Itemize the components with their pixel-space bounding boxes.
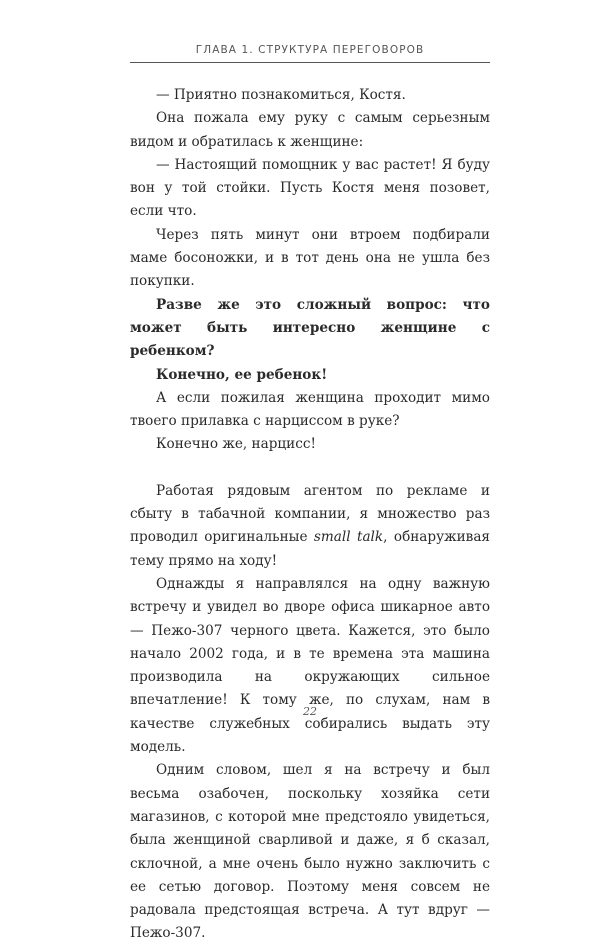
paragraph-8: Конечно же, нарцисс! bbox=[156, 436, 316, 453]
paragraph-5 bbox=[130, 294, 490, 364]
paragraph-1: — Приятно познакомиться, Костя. bbox=[156, 87, 406, 103]
paragraph-6-answer: Конечно, ее ребенок! bbox=[156, 366, 328, 383]
header-rule bbox=[130, 62, 490, 63]
section-gap bbox=[130, 457, 490, 480]
paragraph-9-start: Работая рядовым агентом по рекламе и сбыту в табачной компании, я множество раз проводил оригинальные bbox=[130, 482, 490, 546]
paragraph-9 bbox=[130, 480, 490, 573]
paragraph-9-emphasis: small talk bbox=[313, 529, 384, 546]
paragraph-10: Однажды я направлялся на одну важную встречу и увидел во дворе офиса шикарное авто — Пежо-307 черного цвета. Кажется, это было начало 2002 года, и в те времена эта машина производила на окружающих сильное впечатление! К тому же, по слухам, нам в качестве служебных собирались выдать эту модель. bbox=[130, 575, 490, 756]
running-head: ГЛАВА 1. СТРУКТУРА ПЕРЕГОВОРОВ bbox=[195, 44, 425, 56]
paragraph-2: Она пожала ему руку с самым серьезным видом и обратилась к женщине: bbox=[130, 110, 490, 150]
paragraph-3: — Настоящий помощник у вас растет! Я буду вон у той стойки. Пусть Костя меня позовет, если что. bbox=[130, 156, 490, 220]
body-text bbox=[130, 84, 490, 946]
page-number: 22 bbox=[303, 705, 317, 718]
paragraph-7: А если пожилая женщина проходит мимо твоего прилавка с нарциссом в руке? bbox=[130, 389, 490, 430]
paragraph-11: Одним словом, шел я на встречу и был весьма озабочен, поскольку хозяйка сети магазинов, с которой мне предстояло увидеться, была женщиной сварливой и даже, я б сказал, склочной, а мне очень было нужно заключить с ее сетью договор. Поэтому меня совсем не радовала предстоящая встреча. А тут вдруг — Пежо-307. bbox=[130, 762, 490, 942]
paragraph-4: Через пять минут они втроем подбирали маме босоножки, и в тот день она не ушла без покупки. bbox=[130, 226, 490, 290]
paragraph-5-lead: Разве же это сложный вопрос: bbox=[156, 296, 463, 313]
paragraph-9-end: , обнаруживая тему прямо на ходу! bbox=[130, 529, 491, 569]
paragraph-5-question: что может быть интересно женщине с ребенком? bbox=[130, 296, 490, 360]
paragraph-6 bbox=[130, 364, 490, 387]
